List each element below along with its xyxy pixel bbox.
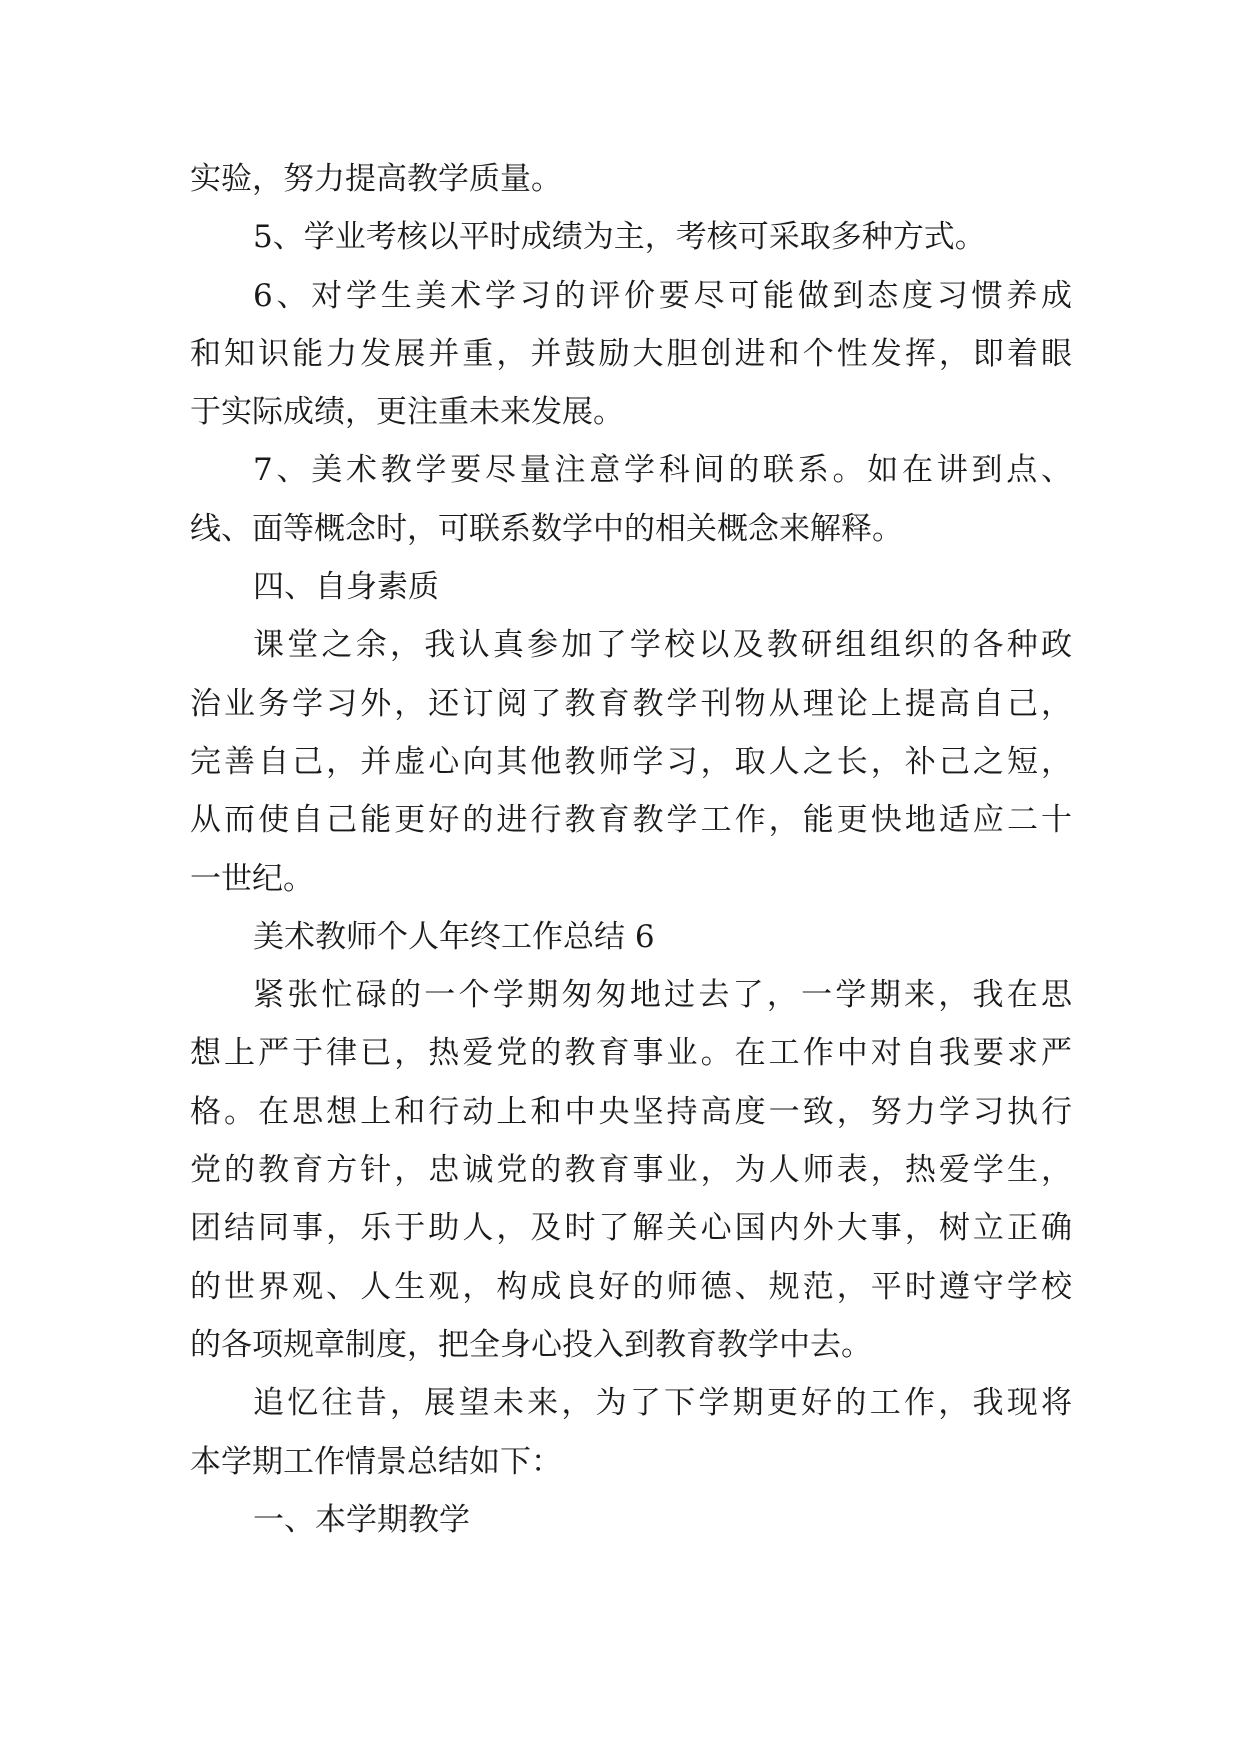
text-line: 线、面等概念时，可联系数学中的相关概念来解释。: [190, 510, 903, 547]
text-line: 四、自身素质: [253, 569, 439, 606]
text-line: 紧张忙碌的一个学期匆匆地过去了，一学期来，我在思: [253, 977, 1072, 1014]
text-line: 的各项规章制度，把全身心投入到教育教学中去。: [190, 1326, 872, 1363]
text-line: 从而使自己能更好的进行教育教学工作，能更快地适应二十: [190, 802, 1072, 839]
text-line: 和知识能力发展并重，并鼓励大胆创进和个性发挥，即着眼: [190, 335, 1072, 372]
text-line: 治业务学习外，还订阅了教育教学刊物从理论上提高自己，: [190, 685, 1072, 722]
text-line: 追忆往昔，展望未来，为了下学期更好的工作，我现将: [253, 1385, 1072, 1422]
text-line: 一世纪。: [190, 860, 314, 897]
text-line: 课堂之余，我认真参加了学校以及教研组组织的各种政: [253, 627, 1072, 664]
text-line: 7、美术教学要尽量注意学科间的联系。如在讲到点、: [253, 452, 1072, 489]
text-line: 6、对学生美术学习的评价要尽可能做到态度习惯养成: [253, 277, 1072, 314]
text-line: 于实际成绩，更注重未来发展。: [190, 394, 624, 431]
document-page: [190, 150, 1072, 1549]
text-line: 本学期工作情景总结如下：: [190, 1443, 562, 1480]
text-line: 想上严于律已，热爱党的教育事业。在工作中对自我要求严: [190, 1035, 1072, 1072]
text-line: 美术教师个人年终工作总结 6: [253, 918, 655, 955]
text-line: 完善自己，并虚心向其他教师学习，取人之长，补己之短，: [190, 743, 1072, 780]
text-line: 实验，努力提高教学质量。: [190, 161, 562, 197]
text-line: 党的教育方针，忠诚党的教育事业，为人师表，热爱学生，: [190, 1152, 1072, 1189]
text-line: 5、学业考核以平时成绩为主，考核可采取多种方式。: [253, 219, 986, 256]
text-line: 团结同事，乐于助人，及时了解关心国内外大事，树立正确: [190, 1210, 1072, 1247]
text-line: 一、本学期教学: [253, 1501, 470, 1538]
text-line: 格。在思想上和行动上和中央坚持高度一致，努力学习执行: [190, 1093, 1072, 1130]
text-line: 的世界观、人生观，构成良好的师德、规范，平时遵守学校: [190, 1268, 1072, 1305]
